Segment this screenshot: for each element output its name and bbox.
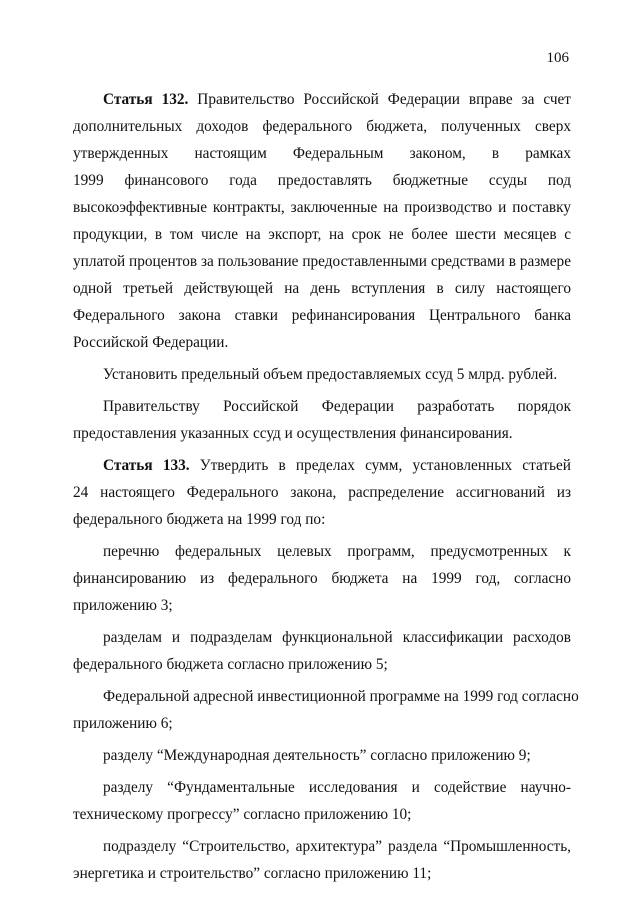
text-line: [73, 592, 571, 619]
text-line: [73, 479, 571, 506]
text-line: [73, 452, 571, 479]
text-line: [73, 393, 571, 420]
text-line: [73, 538, 571, 565]
paragraph: [73, 742, 571, 769]
paragraph: [73, 683, 579, 737]
text-line-content: разделам и подразделам функциональной классификации расходов: [103, 629, 571, 646]
text-line-content: финансированию из федерального бюджета на 1999 год, согласно: [73, 570, 571, 587]
text-line-content: продукции, в том числе на экспорт, на срок не более шести месяцев с: [73, 226, 571, 243]
text-line: [73, 565, 571, 592]
paragraph: [73, 833, 571, 887]
text-line-content: одной третьей действующей на день вступления в силу настоящего: [73, 280, 571, 297]
text-line: [73, 361, 571, 388]
text-line-content: Российской Федерации.: [73, 334, 229, 351]
text-line-content: 1999 финансового года предоставлять бюджетные ссуды под: [73, 172, 571, 189]
text-line-content: дополнительных доходов федерального бюджета, полученных сверх: [73, 118, 571, 135]
document-body: [73, 86, 579, 892]
text-line-content: приложению 3;: [73, 597, 173, 614]
text-line-content: 24 настоящего Федерального закона, распределение ассигнований из: [73, 484, 571, 501]
article-label: Статья 133.: [103, 457, 190, 474]
text-line: [73, 329, 571, 356]
text-line-content: Установить предельный объем предоставляемых ссуд 5 млрд. рублей.: [103, 366, 558, 383]
text-line: [73, 710, 571, 737]
text-line: [73, 275, 571, 302]
text-line: [73, 624, 571, 651]
paragraph: [73, 538, 571, 619]
text-line: [73, 742, 571, 769]
text-line: [73, 651, 571, 678]
text-line-content: подразделу “Строительство, архитектура” раздела “Промышленность,: [103, 838, 571, 855]
paragraph: [73, 393, 571, 447]
text-line: [73, 248, 571, 275]
paragraph: [73, 452, 571, 533]
text-line: [73, 833, 571, 860]
text-line-content: уплатой процентов за пользование предоставленными средствами в размере: [73, 253, 571, 270]
text-line-content: федерального бюджета согласно приложению 5;: [73, 656, 388, 673]
text-line: [73, 774, 571, 801]
text-line-content: Утвердить в пределах сумм, установленных статьей: [189, 457, 571, 474]
text-line: [73, 801, 571, 828]
paragraph: [73, 624, 571, 678]
text-line-content: высокоэффективные контракты, заключенные на производство и поставку: [73, 199, 571, 216]
article-label: Статья 132.: [103, 91, 189, 108]
text-line-content: приложению 6;: [73, 715, 173, 732]
text-line: [73, 194, 571, 221]
text-line-content: Федеральной адресной инвестиционной программе на 1999 год согласно: [103, 688, 579, 705]
text-line: [73, 113, 571, 140]
text-line-content: предоставления указанных ссуд и осуществления финансирования.: [73, 425, 513, 442]
text-line: [73, 506, 571, 533]
text-line-content: разделу “Международная деятельность” согласно приложению 9;: [103, 747, 531, 764]
text-line-content: перечню федеральных целевых программ, предусмотренных к: [103, 543, 571, 560]
text-line-content: техническому прогрессу” согласно приложению 10;: [73, 806, 412, 823]
paragraph: [73, 361, 571, 388]
text-line: [73, 683, 579, 710]
text-line: [73, 140, 571, 167]
text-line: [73, 302, 571, 329]
text-line-content: утвержденных настоящим Федеральным законом, в рамках: [73, 145, 571, 162]
text-line: [73, 167, 571, 194]
text-line-content: Правительство Российской Федерации вправе за счет: [188, 91, 571, 108]
text-line: [73, 86, 571, 113]
paragraph: [73, 774, 571, 828]
paragraph: [73, 86, 571, 356]
text-line-content: разделу “Фундаментальные исследования и содействие научно-: [103, 779, 571, 796]
text-line-content: федерального бюджета на 1999 год по:: [73, 511, 326, 528]
text-line-content: энергетика и строительство” согласно приложению 11;: [73, 865, 432, 882]
page-number: 106: [546, 50, 569, 66]
text-line-content: Федерального закона ставки рефинансирования Центрального банка: [73, 307, 571, 324]
text-line: [73, 221, 571, 248]
text-line: [73, 860, 571, 887]
text-line: [73, 420, 571, 447]
text-line-content: Правительству Российской Федерации разработать порядок: [103, 398, 571, 415]
